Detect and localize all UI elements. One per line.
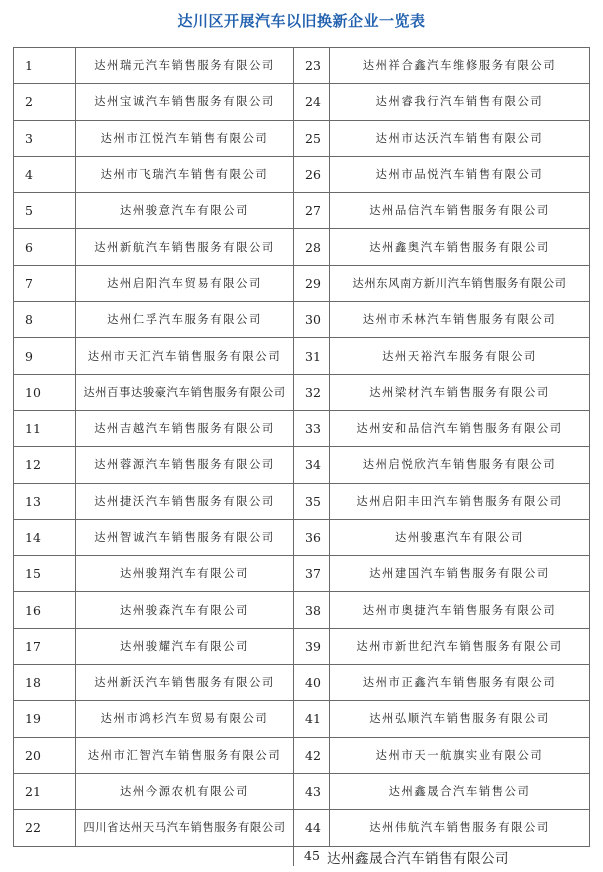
row-number: 44 xyxy=(294,810,330,846)
company-name: 达州新航汽车销售服务有限公司 xyxy=(76,229,294,265)
company-name: 达州骏惠汽车有限公司 xyxy=(330,519,590,555)
row-number: 20 xyxy=(14,737,76,773)
company-name: 达州启悦欣汽车销售服务有限公司 xyxy=(330,447,590,483)
row-number: 35 xyxy=(294,483,330,519)
company-name: 达州市江悦汽车销售有限公司 xyxy=(76,120,294,156)
row-number: 25 xyxy=(294,120,330,156)
company-name: 达州今源农机有限公司 xyxy=(76,773,294,809)
table-row xyxy=(14,737,590,773)
row-number: 3 xyxy=(14,120,76,156)
table-row xyxy=(14,665,590,701)
table-row xyxy=(14,193,590,229)
table-row xyxy=(14,701,590,737)
table-row xyxy=(14,410,590,446)
table-row xyxy=(14,773,590,809)
table-row xyxy=(14,84,590,120)
row-number: 37 xyxy=(294,556,330,592)
enterprise-table xyxy=(13,47,590,847)
table-row xyxy=(14,48,590,84)
company-name: 达州伟航汽车销售服务有限公司 xyxy=(330,810,590,846)
row-number: 1 xyxy=(14,48,76,84)
company-name: 达州仁孚汽车服务有限公司 xyxy=(76,302,294,338)
row-number: 19 xyxy=(14,701,76,737)
table-row xyxy=(14,519,590,555)
table-row xyxy=(14,156,590,192)
row-number: 21 xyxy=(14,773,76,809)
company-name: 达州市达沃汽车销售有限公司 xyxy=(330,120,590,156)
row-number: 36 xyxy=(294,519,330,555)
company-name: 达州市品悦汽车销售有限公司 xyxy=(330,156,590,192)
row-number: 2 xyxy=(14,84,76,120)
company-name: 达州骏森汽车有限公司 xyxy=(76,592,294,628)
company-name: 达州市飞瑞汽车销售有限公司 xyxy=(76,156,294,192)
row-number: 38 xyxy=(294,592,330,628)
row-number: 16 xyxy=(14,592,76,628)
table-row xyxy=(14,810,590,846)
row-number: 40 xyxy=(294,665,330,701)
row-number: 9 xyxy=(14,338,76,374)
company-name: 达州市天一航旗实业有限公司 xyxy=(330,737,590,773)
company-name: 达州建国汽车销售服务有限公司 xyxy=(330,556,590,592)
company-name: 达州天裕汽车服务有限公司 xyxy=(330,338,590,374)
company-name: 达州骏翔汽车有限公司 xyxy=(76,556,294,592)
company-name: 达州百事达骏豪汽车销售服务有限公司 xyxy=(76,374,294,410)
row-number: 14 xyxy=(14,519,76,555)
row-number: 11 xyxy=(14,410,76,446)
table-row xyxy=(14,628,590,664)
company-name: 达州鑫晟合汽车销售公司 xyxy=(330,773,590,809)
row-number: 5 xyxy=(14,193,76,229)
table-row xyxy=(14,483,590,519)
extra-row xyxy=(293,846,590,866)
enterprise-table-body xyxy=(14,48,590,847)
row-number: 28 xyxy=(294,229,330,265)
company-name: 达州睿我行汽车销售有限公司 xyxy=(330,84,590,120)
company-name: 达州新沃汽车销售服务有限公司 xyxy=(76,665,294,701)
company-name: 达州市天汇汽车销售服务有限公司 xyxy=(76,338,294,374)
table-row xyxy=(14,229,590,265)
row-number: 27 xyxy=(294,193,330,229)
page-title: 达川区开展汽车以旧换新企业一览表 xyxy=(177,12,426,30)
row-number: 17 xyxy=(14,628,76,664)
company-name: 达州捷沃汽车销售服务有限公司 xyxy=(76,483,294,519)
company-name: 达州市禾林汽车销售服务有限公司 xyxy=(330,302,590,338)
row-number: 32 xyxy=(294,374,330,410)
row-number: 18 xyxy=(14,665,76,701)
row-number: 29 xyxy=(294,265,330,301)
company-name: 达州启阳汽车贸易有限公司 xyxy=(76,265,294,301)
company-name: 达州启阳丰田汽车销售服务有限公司 xyxy=(330,483,590,519)
row-number: 26 xyxy=(294,156,330,192)
extra-row-name: 达州鑫晟合汽车销售有限公司 xyxy=(327,851,509,867)
company-name: 达州宝诚汽车销售服务有限公司 xyxy=(76,84,294,120)
row-number: 8 xyxy=(14,302,76,338)
company-name: 四川省达州天马汽车销售服务有限公司 xyxy=(76,810,294,846)
row-number: 30 xyxy=(294,302,330,338)
table-row xyxy=(14,265,590,301)
row-number: 23 xyxy=(294,48,330,84)
company-name: 达州市正鑫汽车销售服务有限公司 xyxy=(330,665,590,701)
row-number: 22 xyxy=(14,810,76,846)
company-name: 达州智诚汽车销售服务有限公司 xyxy=(76,519,294,555)
company-name: 达州骏耀汽车有限公司 xyxy=(76,628,294,664)
row-number: 10 xyxy=(14,374,76,410)
company-name: 达州市汇智汽车销售服务有限公司 xyxy=(76,737,294,773)
table-row xyxy=(14,556,590,592)
row-number: 24 xyxy=(294,84,330,120)
company-name: 达州安和品信汽车销售服务有限公司 xyxy=(330,410,590,446)
row-number: 12 xyxy=(14,447,76,483)
row-number: 42 xyxy=(294,737,330,773)
row-number: 41 xyxy=(294,701,330,737)
company-name: 达州祥合鑫汽车维修服务有限公司 xyxy=(330,48,590,84)
company-name: 达州鑫奥汽车销售服务有限公司 xyxy=(330,229,590,265)
company-name: 达州品信汽车销售服务有限公司 xyxy=(330,193,590,229)
company-name: 达州东风南方新川汽车销售服务有限公司 xyxy=(330,265,590,301)
table-row xyxy=(14,447,590,483)
company-name: 达州弘顺汽车销售服务有限公司 xyxy=(330,701,590,737)
table-row xyxy=(14,374,590,410)
company-name: 达州吉越汽车销售服务有限公司 xyxy=(76,410,294,446)
company-name: 达州骏意汽车有限公司 xyxy=(76,193,294,229)
company-name: 达州蓉源汽车销售服务有限公司 xyxy=(76,447,294,483)
extra-row-number: 45 xyxy=(304,848,320,863)
row-number: 6 xyxy=(14,229,76,265)
row-number: 31 xyxy=(294,338,330,374)
row-number: 13 xyxy=(14,483,76,519)
company-name: 达州市奥捷汽车销售服务有限公司 xyxy=(330,592,590,628)
row-number: 15 xyxy=(14,556,76,592)
table-row xyxy=(14,120,590,156)
row-number: 43 xyxy=(294,773,330,809)
row-number: 39 xyxy=(294,628,330,664)
company-name: 达州梁材汽车销售服务有限公司 xyxy=(330,374,590,410)
table-row xyxy=(14,592,590,628)
row-number: 33 xyxy=(294,410,330,446)
row-number: 34 xyxy=(294,447,330,483)
company-name: 达州瑞元汽车销售服务有限公司 xyxy=(76,48,294,84)
table-row xyxy=(14,302,590,338)
company-name: 达州市新世纪汽车销售服务有限公司 xyxy=(330,628,590,664)
row-number: 4 xyxy=(14,156,76,192)
row-number: 7 xyxy=(14,265,76,301)
table-row xyxy=(14,338,590,374)
company-name: 达州市鸿杉汽车贸易有限公司 xyxy=(76,701,294,737)
